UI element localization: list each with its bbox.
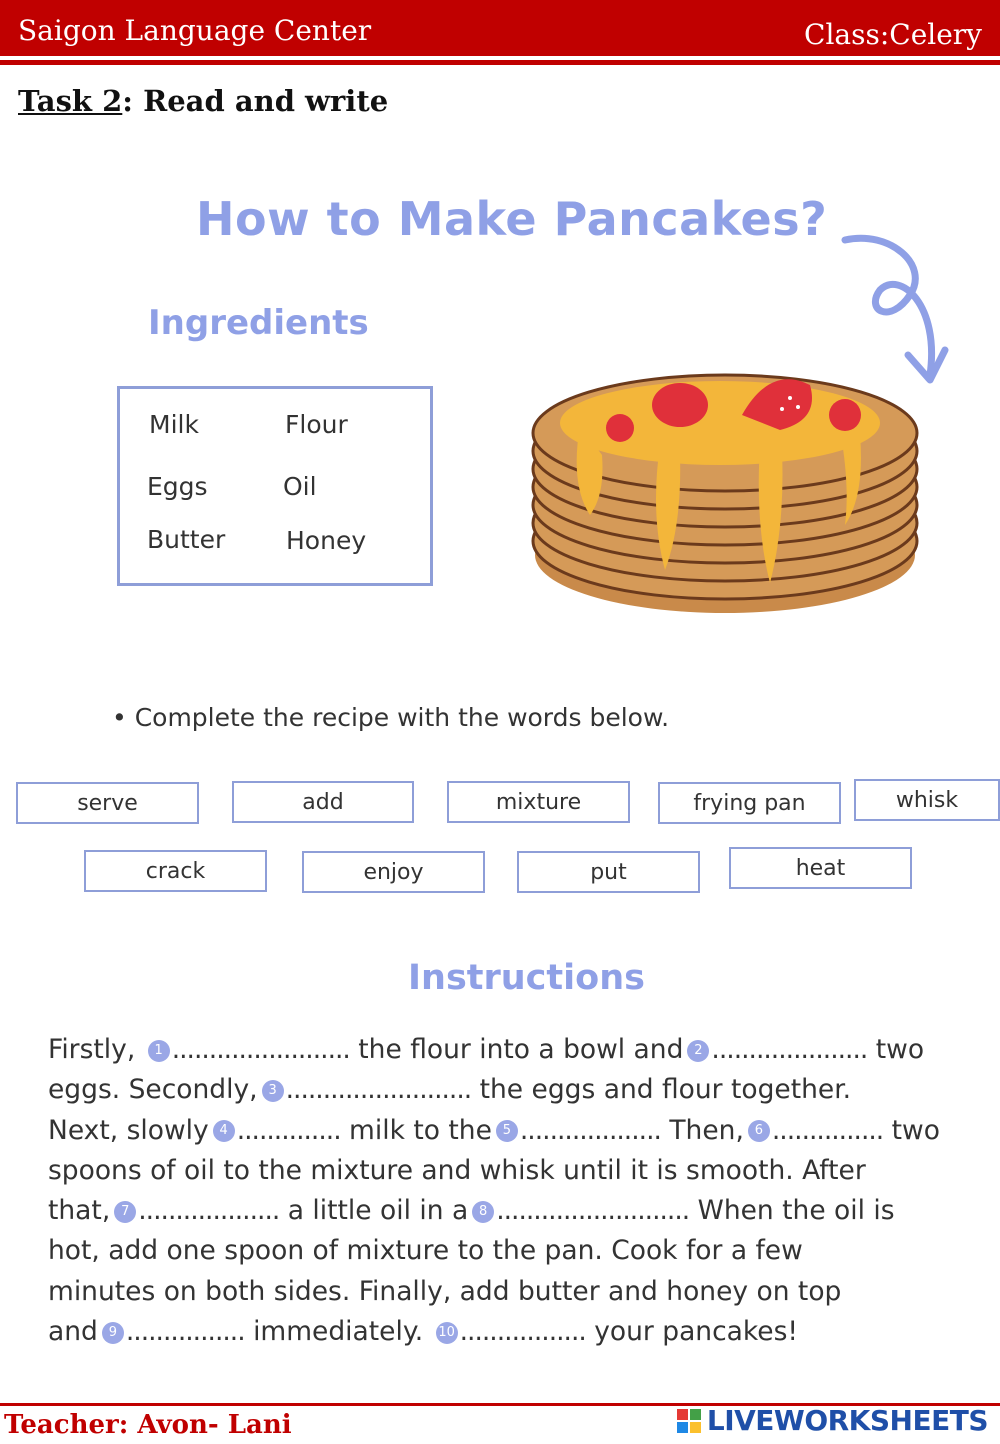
brand-name: LIVEWORKSHEETS	[706, 1404, 988, 1437]
header-divider	[0, 60, 1000, 65]
gap-8-input[interactable]: ..........................	[496, 1195, 690, 1227]
recipe-line: Firstly, 1 ........................ the flour into a bowl and 2 ..................... two	[48, 1034, 925, 1065]
curly-arrow-icon	[845, 238, 945, 380]
recipe-line: that, 7 ................... a little oil in a 8 .......................... When the oil is	[48, 1195, 895, 1227]
liveworksheets-logo[interactable]	[677, 1404, 988, 1437]
word-add[interactable]: add	[232, 781, 414, 823]
gap-number-badge: 2	[687, 1040, 709, 1062]
ingredient-item: Honey	[286, 526, 367, 555]
gap-number-badge: 7	[114, 1201, 136, 1223]
word-serve[interactable]: serve	[16, 782, 199, 824]
ingredient-item: Eggs	[147, 472, 208, 501]
recipe-line: minutes on both sides. Finally, add butter and honey on top	[48, 1275, 842, 1307]
gap-number-badge: 10	[436, 1322, 458, 1344]
gap-number-badge: 4	[213, 1120, 235, 1142]
class-label: Class:Celery	[804, 18, 982, 51]
gap-number-badge: 3	[262, 1080, 284, 1102]
instruction-line: • Complete the recipe with the words below.	[112, 703, 670, 732]
ingredient-item: Butter	[147, 525, 226, 554]
gap-1-input[interactable]: ........................	[171, 1034, 350, 1065]
gap-number-badge: 5	[496, 1120, 518, 1142]
gap-9-input[interactable]: ................	[125, 1316, 245, 1348]
gap-10-input[interactable]: .................	[459, 1316, 586, 1348]
task-label: Task 2	[18, 84, 123, 118]
gap-2-input[interactable]: .....................	[711, 1034, 868, 1065]
task-heading	[18, 84, 388, 118]
page-title: How to Make Pancakes?	[196, 192, 828, 246]
ingredients-heading: Ingredients	[148, 303, 369, 343]
recipe-line: spoons of oil to the mixture and whisk until it is smooth. After	[48, 1154, 866, 1186]
word-mixture[interactable]: mixture	[447, 781, 630, 823]
gap-number-badge: 9	[102, 1322, 124, 1344]
gap-6-input[interactable]: ...............	[771, 1114, 884, 1146]
gap-7-input[interactable]: ...................	[138, 1195, 280, 1227]
word-enjoy[interactable]: enjoy	[302, 851, 485, 893]
ingredient-item: Flour	[285, 410, 348, 439]
school-name: Saigon Language Center	[18, 14, 372, 47]
word-put[interactable]: put	[517, 851, 700, 893]
instruction-text: Complete the recipe with the words below.	[134, 703, 670, 732]
logo-grid-icon	[677, 1409, 701, 1433]
word-crack[interactable]: crack	[84, 850, 267, 892]
recipe-line: Next, slowly 4 .............. milk to the 5 ................... Then, 6 ............... two	[48, 1114, 940, 1146]
word-frying-pan[interactable]: frying pan	[658, 782, 841, 824]
recipe-line: hot, add one spoon of mixture to the pan. Cook for a few	[48, 1235, 803, 1267]
gap-5-input[interactable]: ...................	[519, 1114, 661, 1146]
recipe-line: eggs. Secondly, 3 ......................... the eggs and flour together.	[48, 1074, 852, 1106]
teacher-name: Teacher: Avon- Lani	[4, 1410, 292, 1440]
gap-3-input[interactable]: .........................	[285, 1074, 472, 1106]
ingredient-item: Milk	[149, 410, 199, 439]
ingredient-item: Oil	[283, 472, 317, 501]
word-whisk[interactable]: whisk	[854, 779, 1000, 821]
gap-number-badge: 1	[148, 1040, 170, 1062]
recipe-line: and 9 ................ immediately. 10 ................. your pancakes!	[48, 1316, 799, 1348]
gap-number-badge: 6	[748, 1120, 770, 1142]
task-text: : Read and write	[122, 84, 389, 118]
ingredients-box	[117, 386, 433, 586]
word-heat[interactable]: heat	[729, 847, 912, 889]
instructions-heading: Instructions	[408, 958, 645, 998]
gap-number-badge: 8	[472, 1201, 494, 1223]
recipe-paragraph	[48, 1030, 978, 1352]
gap-4-input[interactable]: ..............	[236, 1114, 341, 1146]
pancake-illustration	[510, 225, 970, 625]
header-bar	[0, 0, 1000, 56]
